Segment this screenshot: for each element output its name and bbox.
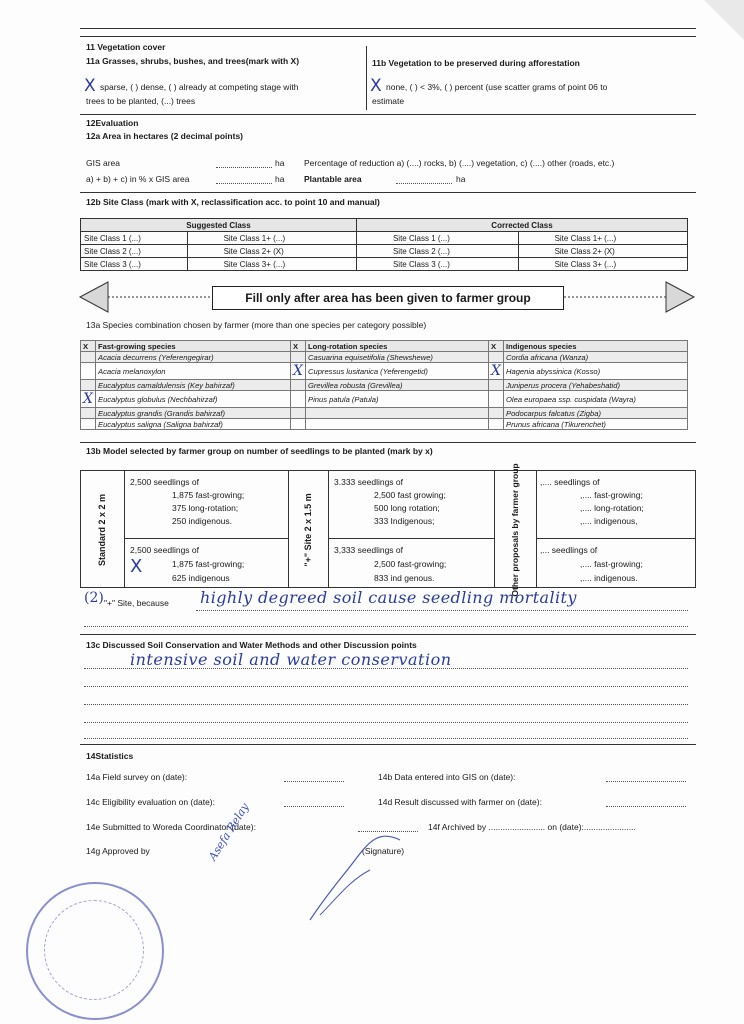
submitted-label: 14e Submitted to Woreda Coordinator (date): xyxy=(86,822,256,832)
folded-corner xyxy=(704,0,744,40)
option-line: ,.... fast-growing; xyxy=(580,490,643,500)
section11a-line1: sparse, ( ) dense, ( ) already at competing stage with xyxy=(100,82,299,92)
species-mark[interactable] xyxy=(291,419,306,430)
plus-site-reason-handwriting: highly degreed soil cause seedling mortality xyxy=(200,588,577,607)
option-line: 500 long rotation; xyxy=(374,503,440,513)
standard-option-2-mark: X xyxy=(130,556,143,577)
section13b-title: 13b Model selected by farmer group on number of seedlings to be planted (mark by x) xyxy=(86,446,433,456)
option-line: 2,500 fast-growing; xyxy=(374,559,447,569)
option-line: ,.... fast-growing; xyxy=(580,559,643,569)
eligibility-date[interactable] xyxy=(284,806,344,807)
species-header: Long-rotation species xyxy=(306,341,489,352)
species-header: X xyxy=(81,341,96,352)
species-cell xyxy=(306,419,489,430)
name-stamp: Asefa Belay xyxy=(206,800,252,863)
model-divider xyxy=(288,470,289,588)
result-discussed-date[interactable] xyxy=(606,806,686,807)
section14-title: 14Statistics xyxy=(86,751,134,761)
section12-title: 12Evaluation xyxy=(86,118,139,128)
plus-option-1[interactable] xyxy=(334,476,446,528)
model-divider xyxy=(536,538,696,539)
option-line: ,.... seedlings of xyxy=(540,477,600,487)
abc-area-unit: ha xyxy=(275,174,285,184)
section12-top-rule xyxy=(80,114,696,115)
section13c-top-rule xyxy=(80,634,696,635)
option-line: 333 Indigenous; xyxy=(374,516,435,526)
species-cell: Prunus africana (Tikurenchet) xyxy=(504,419,688,430)
option-line: 1,875 fast-growing; xyxy=(172,490,245,500)
option-line: ,.... indigenous. xyxy=(580,573,638,583)
checkbox-sparse-mark[interactable]: X xyxy=(84,76,96,96)
site-class-cell[interactable]: Site Class 2 (...) xyxy=(356,245,518,258)
section13a-title: 13a Species combination chosen by farmer (more than one species per category possible) xyxy=(86,320,427,330)
site-class-cell[interactable]: Site Class 3+ (...) xyxy=(518,258,687,271)
species-cell: Eucalyptus grandis (Grandis bahirzaf) xyxy=(96,408,291,419)
section11b-line2: estimate xyxy=(372,96,405,106)
species-mark[interactable] xyxy=(489,352,504,363)
species-header: X xyxy=(291,341,306,352)
model-divider xyxy=(494,470,495,588)
eligibility-label: 14c Eligibility evaluation on (date): xyxy=(86,797,215,807)
species-cell: Podocarpus falcatus (Zigba) xyxy=(504,408,688,419)
standard-option-2[interactable] xyxy=(130,543,244,585)
option-line: 250 indigenous. xyxy=(172,516,233,526)
site-class-cell[interactable]: Site Class 2+ (X) xyxy=(518,245,687,258)
option-line: 1,875 fast-growing; xyxy=(172,559,245,569)
option-line: 625 indigenous xyxy=(172,573,230,583)
other-proposals-label: Other proposals by farmer group xyxy=(510,463,520,597)
archived-label: 14f Archived by ........................ on (date):...................... xyxy=(428,822,636,832)
species-cell: Juniperus procera (Yehabeshatid) xyxy=(504,380,688,391)
discussion-handwriting: intensive soil and water conservation xyxy=(130,650,452,669)
banner-fill-only: Fill only after area has been given to farmer group xyxy=(212,286,564,310)
section11-top-rule xyxy=(80,36,696,37)
suggested-class-header: Suggested Class xyxy=(81,219,357,232)
standard-option-1[interactable] xyxy=(130,476,244,528)
blank-line[interactable] xyxy=(84,626,688,627)
species-mark[interactable] xyxy=(291,380,306,391)
species-mark[interactable] xyxy=(81,419,96,430)
corrected-class-header: Corrected Class xyxy=(356,219,687,232)
option-line: 2,500 seedlings of xyxy=(130,545,199,555)
approved-label: 14g Approved by xyxy=(86,846,150,856)
section11-title: 11 Vegetation cover xyxy=(86,42,166,52)
species-cell: Hagenia abyssinica (Kosso) xyxy=(504,363,688,380)
round-seal-inner xyxy=(44,900,144,1000)
species-mark[interactable] xyxy=(291,352,306,363)
species-mark[interactable]: X xyxy=(291,363,306,380)
section13c-title: 13c Discussed Soil Conservation and Water Methods and other Discussion points xyxy=(86,640,417,650)
option-line: ,.... indigenous, xyxy=(580,516,638,526)
section11a-line2: trees to be planted, (...) trees xyxy=(86,96,196,106)
species-mark[interactable] xyxy=(81,363,96,380)
other-option-2[interactable] xyxy=(540,543,643,585)
option-line: 2,500 fast growing; xyxy=(374,490,446,500)
species-table xyxy=(80,340,688,430)
option-line: 833 ind genous. xyxy=(374,573,435,583)
site-class-cell[interactable]: Site Class 3+ (...) xyxy=(187,258,356,271)
discussion-line[interactable] xyxy=(84,686,688,687)
species-mark[interactable]: X xyxy=(81,391,96,408)
model-divider xyxy=(124,470,125,588)
other-option-1[interactable] xyxy=(540,476,644,528)
species-mark[interactable] xyxy=(489,408,504,419)
site-class-cell[interactable]: Site Class 3 (...) xyxy=(81,258,188,271)
species-mark[interactable] xyxy=(489,419,504,430)
section11b-title: 11b Vegetation to be preserved during afforestation xyxy=(372,58,580,68)
site-class-cell[interactable]: Site Class 1+ (...) xyxy=(187,232,356,245)
plus-site-label: "+" Site 2 x 1.5 m xyxy=(303,493,313,567)
plus-site-reason-line[interactable] xyxy=(196,610,688,611)
section11b-line1: none, ( ) < 3%, ( ) percent (use scatter grams of point 06 to xyxy=(386,82,608,92)
species-cell: Eucalyptus camaldulensis (Key bahirzaf) xyxy=(96,380,291,391)
species-mark[interactable] xyxy=(291,408,306,419)
species-cell: Pinus patula (Patula) xyxy=(306,391,489,408)
option-line: 2,500 seedlings of xyxy=(130,477,199,487)
species-mark[interactable] xyxy=(489,380,504,391)
species-mark[interactable] xyxy=(81,408,96,419)
option-line: 3,333 seedlings of xyxy=(334,545,403,555)
section13b-top-rule xyxy=(80,442,696,443)
discussion-line[interactable] xyxy=(84,704,688,705)
site-class-cell[interactable]: Site Class 1+ (...) xyxy=(518,232,687,245)
discussion-line[interactable] xyxy=(84,668,688,669)
plus-option-2[interactable] xyxy=(334,543,446,585)
site-class-cell[interactable]: Site Class 2 (...) xyxy=(81,245,188,258)
item-number-mark: (2) xyxy=(84,590,104,606)
abc-area-label: a) + b) + c) in % x GIS area xyxy=(86,174,190,184)
site-class-cell[interactable]: Site Class 1 (...) xyxy=(356,232,518,245)
plantable-area-label: Plantable area xyxy=(304,174,362,184)
species-mark[interactable] xyxy=(81,380,96,391)
gis-area-label: GIS area xyxy=(86,158,121,168)
section12b-top-rule xyxy=(80,192,696,193)
plus-site-because-label: "+" Site, because xyxy=(104,598,169,608)
species-mark[interactable] xyxy=(291,391,306,408)
species-cell: Eucalyptus globulus (Nechbahirzaf) xyxy=(96,391,291,408)
species-mark[interactable] xyxy=(81,352,96,363)
site-class-cell[interactable]: Site Class 3 (...) xyxy=(356,258,518,271)
model-divider xyxy=(124,538,288,539)
option-line: ,.... long-rotation; xyxy=(580,503,644,513)
plantable-area-field[interactable] xyxy=(396,183,452,184)
result-discussed-label: 14d Result discussed with farmer on (date): xyxy=(378,797,542,807)
species-cell: Cupressus lusitanica (Yeferengetid) xyxy=(306,363,489,380)
plantable-area-unit: ha xyxy=(456,174,466,184)
signature-label: (Signature) xyxy=(362,846,405,856)
standard-label: Standard 2 x 2 m xyxy=(97,493,107,567)
model-divider xyxy=(328,470,329,588)
species-cell xyxy=(306,408,489,419)
section12a-title: 12a Area in hectares (2 decimal points) xyxy=(86,131,243,141)
species-header: Indigenous species xyxy=(504,341,688,352)
site-class-cell[interactable]: Site Class 1 (...) xyxy=(81,232,188,245)
section12b-title: 12b Site Class (mark with X, reclassification acc. to point 10 and manual) xyxy=(86,197,380,207)
section11a-title: 11a Grasses, shrubs, bushes, and trees(mark with X) xyxy=(86,56,300,66)
gis-area-unit: ha xyxy=(275,158,285,168)
option-line: 375 long-rotation; xyxy=(172,503,239,513)
field-survey-label: 14a Field survey on (date): xyxy=(86,772,188,782)
species-mark[interactable]: X xyxy=(489,363,504,380)
site-class-cell[interactable]: Site Class 2+ (X) xyxy=(187,245,356,258)
species-cell: Cordia africana (Wanza) xyxy=(504,352,688,363)
species-cell: Casuarina equisetifolia (Shewshewe) xyxy=(306,352,489,363)
species-cell: Eucalyptus saligna (Saligna bahirzaf) xyxy=(96,419,291,430)
checkbox-none-mark[interactable]: X xyxy=(370,76,382,96)
option-line: ,... seedlings of xyxy=(540,545,598,555)
species-header: X xyxy=(489,341,504,352)
discussion-line[interactable] xyxy=(84,722,688,723)
site-class-table xyxy=(80,218,688,271)
option-line: 3.333 seedlings of xyxy=(334,477,403,487)
signature-scribble xyxy=(300,820,410,930)
gis-entry-label: 14b Data entered into GIS on (date): xyxy=(378,772,516,782)
section14-top-rule xyxy=(80,744,696,745)
section11-divider xyxy=(366,46,367,110)
abc-area-field[interactable] xyxy=(216,183,272,184)
reduction-label: Percentage of reduction a) (....) rocks, b) (....) vegetation, c) (....) other (roads, etc.) xyxy=(304,158,615,168)
species-cell: Olea europaea ssp. cuspidata (Wayra) xyxy=(504,391,688,408)
discussion-line[interactable] xyxy=(84,738,688,739)
species-cell: Acacia melanoxylon xyxy=(96,363,291,380)
species-cell: Acacia decurrens (Yeferengegirar) xyxy=(96,352,291,363)
model-divider xyxy=(536,470,537,588)
species-header: Fast-growing species xyxy=(96,341,291,352)
gis-area-field[interactable] xyxy=(216,167,272,168)
field-survey-date[interactable] xyxy=(284,781,344,782)
species-cell: Grevillea robusta (Grevillea) xyxy=(306,380,489,391)
gis-entry-date[interactable] xyxy=(606,781,686,782)
top-rule xyxy=(80,28,696,29)
model-divider xyxy=(328,538,494,539)
species-mark[interactable] xyxy=(489,391,504,408)
